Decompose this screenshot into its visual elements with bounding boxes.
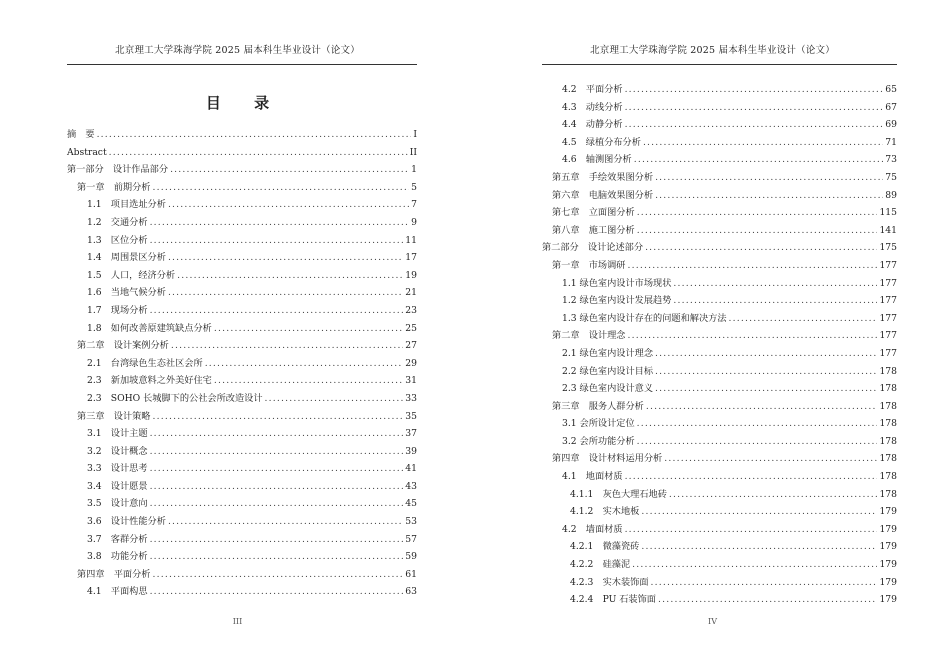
- toc-entry-page: 35: [405, 410, 417, 422]
- toc-entry-page: 179: [879, 541, 897, 553]
- toc-entry[interactable]: [67, 249, 417, 267]
- toc-entry-label: 4.3 动线分析: [562, 101, 623, 113]
- toc-dot-leader: [655, 380, 877, 398]
- toc-entry-label: 4.6 轴测图分析: [562, 154, 632, 166]
- toc-entry-page: 59: [405, 551, 417, 563]
- toc-entry-page: 179: [879, 506, 897, 518]
- toc-entry[interactable]: [542, 345, 897, 363]
- toc-dot-leader: [655, 345, 877, 363]
- toc-dot-leader: [673, 292, 877, 310]
- toc-entry[interactable]: [542, 574, 897, 592]
- toc-dot-leader: [153, 179, 410, 197]
- toc-dot-leader: [97, 126, 412, 144]
- toc-list: [542, 81, 897, 609]
- toc-entry[interactable]: [67, 372, 417, 390]
- toc-entry-page: 75: [885, 171, 897, 183]
- toc-entry-page: 89: [885, 189, 897, 201]
- toc-entry[interactable]: [542, 310, 897, 328]
- toc-entry-page: 27: [405, 340, 417, 352]
- toc-entry-page: 178: [879, 471, 897, 483]
- toc-entry[interactable]: [542, 204, 897, 222]
- toc-entry[interactable]: [67, 196, 417, 214]
- toc-entry[interactable]: [67, 179, 417, 197]
- toc-entry-page: 65: [885, 84, 897, 95]
- toc-entry[interactable]: [542, 222, 897, 240]
- toc-entry-page: 9: [411, 216, 417, 228]
- toc-entry-page: 178: [879, 488, 897, 500]
- toc-entry-page: 179: [879, 559, 897, 571]
- toc-dot-leader: [170, 161, 409, 179]
- toc-entry-label: 4.2.4 PU 石装饰面: [570, 594, 656, 606]
- toc-entry-page: 141: [879, 224, 897, 236]
- toc-dot-leader: [643, 134, 883, 152]
- toc-entry-page: 178: [879, 453, 897, 465]
- toc-dot-leader: [150, 460, 404, 478]
- toc-dot-leader: [637, 433, 878, 451]
- toc-dot-leader: [205, 355, 404, 373]
- toc-entry-label: 3.7 客群分析: [87, 533, 148, 545]
- toc-entry-page: 11: [405, 234, 417, 246]
- toc-dot-leader: [214, 320, 403, 338]
- toc-entry[interactable]: [542, 538, 897, 556]
- toc-dot-leader: [109, 144, 408, 162]
- toc-dot-leader: [641, 538, 877, 556]
- page-number: III: [232, 617, 243, 626]
- toc-entry-label: 4.1.1 灰色大理石地砖: [570, 488, 667, 500]
- toc-entry[interactable]: [542, 99, 897, 117]
- toc-entry[interactable]: [67, 232, 417, 250]
- toc-entry-label: 2.3 绿色室内设计意义: [562, 383, 654, 395]
- toc-entry-page: 177: [879, 330, 897, 342]
- toc-dot-leader: [177, 267, 403, 285]
- toc-entry-label: 第二部分 设计论述部分: [542, 242, 644, 254]
- toc-entry[interactable]: [67, 513, 417, 531]
- toc-dot-leader: [153, 408, 404, 426]
- toc-entry[interactable]: [67, 144, 417, 162]
- toc-entry-page: 179: [879, 523, 897, 535]
- toc-entry-page: 61: [405, 568, 417, 580]
- toc-entry-page: 29: [405, 357, 417, 369]
- toc-entry[interactable]: [67, 478, 417, 496]
- toc-entry[interactable]: [542, 468, 897, 486]
- toc-entry[interactable]: [67, 425, 417, 443]
- toc-entry-label: 第二章 设计案例分析: [77, 340, 169, 352]
- toc-entry-page: 53: [405, 516, 417, 528]
- toc-dot-leader: [628, 327, 878, 345]
- toc-dot-leader: [625, 521, 878, 539]
- toc-entry-label: 2.3 新加坡意料之外美好住宅: [87, 375, 212, 387]
- toc-entry-page: 33: [405, 392, 417, 404]
- toc-entry[interactable]: [67, 390, 417, 408]
- toc-entry-label: 3.4 设计愿景: [87, 480, 148, 492]
- toc-entry-label: 第六章 电脑效果图分析: [552, 189, 654, 201]
- toc-entry[interactable]: [542, 591, 897, 609]
- toc-dot-leader: [664, 450, 877, 468]
- toc-entry-label: 2.2 绿色室内设计目标: [562, 365, 654, 377]
- toc-entry[interactable]: [542, 398, 897, 416]
- toc-entry[interactable]: [542, 363, 897, 381]
- toc-entry-page: 5: [411, 181, 417, 193]
- toc-entry[interactable]: [542, 292, 897, 310]
- toc-entry-label: 1.2 交通分析: [87, 216, 148, 228]
- toc-entry-label: 1.1 绿色室内设计市场现状: [562, 277, 672, 289]
- toc-entry-page: 7: [411, 199, 417, 211]
- toc-entry-label: 4.2.1 微藻瓷砖: [570, 541, 640, 553]
- toc-entry-page: 177: [879, 347, 897, 359]
- toc-entry-page: 23: [405, 304, 417, 316]
- toc-entry[interactable]: [67, 583, 417, 601]
- toc-entry[interactable]: [542, 239, 897, 257]
- toc-dot-leader: [655, 363, 877, 381]
- right-page: [475, 0, 950, 672]
- toc-entry[interactable]: [67, 355, 417, 373]
- toc-entry-label: 4.1 地面材质: [562, 471, 623, 483]
- toc-entry-label: 3.6 设计性能分析: [87, 516, 166, 528]
- toc-dot-leader: [655, 169, 883, 187]
- toc-entry-label: 4.5 绿植分布分析: [562, 136, 641, 148]
- toc-entry-page: 67: [885, 101, 897, 113]
- toc-dot-leader: [669, 486, 878, 504]
- toc-entry-label: 第二章 设计理念: [552, 330, 626, 342]
- toc-entry[interactable]: [67, 566, 417, 584]
- toc-entry-page: 31: [405, 375, 417, 387]
- toc-entry-page: 21: [405, 287, 417, 299]
- toc-entry-page: 177: [879, 277, 897, 289]
- toc-entry-label: 4.2.3 实木装饰面: [570, 576, 649, 588]
- toc-entry-page: 43: [405, 480, 417, 492]
- toc-entry[interactable]: [542, 169, 897, 187]
- toc-dot-leader: [168, 249, 403, 267]
- toc-entry[interactable]: [542, 327, 897, 345]
- toc-dot-leader: [168, 513, 403, 531]
- toc-dot-leader: [637, 415, 878, 433]
- toc-entry-page: II: [409, 146, 417, 158]
- toc-entry[interactable]: [67, 408, 417, 426]
- toc-entry-label: 第一部分 设计作品部分: [67, 164, 169, 176]
- page-number: IV: [708, 617, 717, 626]
- toc-entry-page: 175: [879, 242, 897, 254]
- toc-entry[interactable]: [67, 320, 417, 338]
- toc-entry-label: 第七章 立面图分析: [552, 207, 635, 219]
- toc-dot-leader: [651, 574, 878, 592]
- toc-entry-label: Abstract: [67, 146, 107, 158]
- toc-entry-page: 177: [879, 312, 897, 324]
- toc-entry-page: 177: [879, 295, 897, 307]
- toc-entry[interactable]: [542, 134, 897, 152]
- toc-dot-leader: [637, 204, 878, 222]
- toc-dot-leader: [150, 548, 404, 566]
- toc-entry-page: 37: [405, 428, 417, 440]
- toc-entry-page: 178: [879, 418, 897, 430]
- toc-entry[interactable]: [542, 521, 897, 539]
- toc-dot-leader: [658, 591, 877, 609]
- toc-entry[interactable]: [542, 486, 897, 504]
- toc-dot-leader: [634, 151, 884, 169]
- toc-entry-label: 第五章 手绘效果图分析: [552, 171, 654, 183]
- toc-entry[interactable]: [67, 443, 417, 461]
- toc-entry-label: 第四章 平面分析: [77, 568, 151, 580]
- toc-dot-leader: [150, 425, 404, 443]
- toc-dot-leader: [625, 81, 884, 99]
- toc-dot-leader: [265, 390, 404, 408]
- toc-entry[interactable]: [542, 433, 897, 451]
- toc-entry-label: 4.2.2 硅藻泥: [570, 559, 631, 571]
- toc-entry[interactable]: [67, 495, 417, 513]
- toc-entry-label: 3.2 会所功能分析: [562, 435, 635, 447]
- toc-entry[interactable]: [542, 151, 897, 169]
- toc-dot-leader: [628, 257, 878, 275]
- toc-dot-leader: [646, 398, 878, 416]
- toc-dot-leader: [168, 196, 409, 214]
- toc-entry-label: 第八章 施工图分析: [552, 224, 635, 236]
- toc-entry-label: 第一章 前期分析: [77, 181, 151, 193]
- toc-entry-page: 71: [885, 136, 897, 148]
- toc-dot-leader: [150, 495, 404, 513]
- toc-entry-page: 179: [879, 576, 897, 588]
- toc-entry-page: 115: [879, 207, 897, 219]
- toc-entry-page: 57: [405, 533, 417, 545]
- toc-entry-label: 第三章 设计策略: [77, 410, 151, 422]
- toc-entry[interactable]: [67, 337, 417, 355]
- header-rule: [67, 64, 417, 65]
- toc-dot-leader: [632, 556, 877, 574]
- toc-entry-label: 4.2 平面分析: [562, 84, 623, 95]
- toc-entry-label: 1.2 绿色室内设计发展趋势: [562, 295, 672, 307]
- toc-entry[interactable]: [67, 126, 417, 144]
- toc-dot-leader: [729, 310, 878, 328]
- toc-entry[interactable]: [67, 284, 417, 302]
- toc-entry-label: 1.5 人口，经济分析: [87, 269, 176, 281]
- toc-entry-label: 第一章 市场调研: [552, 259, 626, 271]
- toc-entry-page: 178: [879, 383, 897, 395]
- toc-entry[interactable]: [542, 380, 897, 398]
- toc-entry-page: 63: [405, 586, 417, 598]
- toc-dot-leader: [150, 531, 404, 549]
- toc-dot-leader: [150, 232, 404, 250]
- toc-dot-leader: [168, 284, 403, 302]
- toc-entry[interactable]: [67, 302, 417, 320]
- toc-entry-label: 4.1.2 实木地板: [570, 506, 640, 518]
- toc-entry[interactable]: [67, 214, 417, 232]
- toc-dot-leader: [637, 222, 878, 240]
- toc-entry-label: 2.1 绿色室内设计理念: [562, 347, 654, 359]
- toc-entry[interactable]: [67, 548, 417, 566]
- toc-entry[interactable]: [542, 187, 897, 205]
- toc-entry[interactable]: [542, 275, 897, 293]
- page-header: 北京理工大学珠海学院 2025 届本科生毕业设计（论文）: [590, 45, 835, 56]
- toc-entry-page: 178: [879, 435, 897, 447]
- toc-dot-leader: [625, 468, 878, 486]
- toc-entry[interactable]: [542, 556, 897, 574]
- toc-entry[interactable]: [542, 116, 897, 134]
- toc-entry-label: 1.4 周围景区分析: [87, 252, 166, 264]
- toc-entry-label: 摘 要: [67, 129, 95, 140]
- toc-entry-label: 1.7 现场分析: [87, 304, 148, 316]
- toc-dot-leader: [214, 372, 403, 390]
- toc-entry[interactable]: [67, 267, 417, 285]
- toc-dot-leader: [153, 566, 404, 584]
- toc-entry-page: 1: [411, 164, 417, 176]
- toc-entry-label: 1.3 区位分析: [87, 234, 148, 246]
- toc-entry-label: 3.1 会所设计定位: [562, 418, 635, 430]
- toc-entry-label: 第四章 设计材料运用分析: [552, 453, 663, 465]
- toc-entry-label: 3.2 设计概念: [87, 445, 148, 457]
- toc-entry-page: 41: [405, 463, 417, 475]
- toc-entry-label: 4.1 平面构思: [87, 586, 148, 598]
- toc-dot-leader: [641, 503, 877, 521]
- toc-entry[interactable]: [542, 450, 897, 468]
- toc-entry-label: 3.5 设计意向: [87, 498, 148, 510]
- toc-dot-leader: [655, 187, 883, 205]
- toc-entry-label: 4.2 墙面材质: [562, 523, 623, 535]
- toc-dot-leader: [673, 275, 877, 293]
- toc-entry-page: 69: [885, 119, 897, 131]
- toc-dot-leader: [150, 214, 410, 232]
- toc-dot-leader: [150, 443, 404, 461]
- toc-entry-label: 4.4 动静分析: [562, 119, 623, 131]
- page-header: 北京理工大学珠海学院 2025 届本科生毕业设计（论文）: [115, 45, 360, 56]
- toc-entry[interactable]: [542, 415, 897, 433]
- toc-entry-page: 73: [885, 154, 897, 166]
- toc-entry-page: 17: [405, 252, 417, 264]
- toc-entry-label: 3.8 功能分析: [87, 551, 148, 563]
- toc-entry-page: I: [413, 129, 417, 140]
- toc-list: [67, 126, 417, 601]
- toc-dot-leader: [625, 116, 884, 134]
- header-rule: [542, 64, 897, 65]
- toc-entry-page: 45: [405, 498, 417, 510]
- toc-entry-page: 178: [879, 365, 897, 377]
- toc-dot-leader: [150, 583, 404, 601]
- toc-entry-label: 1.3 绿色室内设计存在的问题和解决方法: [562, 312, 727, 324]
- toc-entry-page: 177: [879, 259, 897, 271]
- toc-entry-label: 2.1 台湾绿色生态社区会所: [87, 357, 203, 369]
- toc-entry[interactable]: [542, 257, 897, 275]
- toc-entry[interactable]: [67, 460, 417, 478]
- toc-entry[interactable]: [542, 503, 897, 521]
- toc-dot-leader: [150, 478, 404, 496]
- toc-entry-label: 3.1 设计主题: [87, 428, 148, 440]
- toc-dot-leader: [625, 99, 884, 117]
- toc-entry-page: 19: [405, 269, 417, 281]
- toc-dot-leader: [645, 239, 877, 257]
- toc-entry[interactable]: [67, 531, 417, 549]
- toc-entry-label: 1.1 项目选址分析: [87, 199, 166, 211]
- toc-entry-label: 1.8 如何改善原建筑缺点分析: [87, 322, 212, 334]
- toc-entry-label: 2.3 SOHO 长城脚下的公社会所改造设计: [87, 392, 263, 404]
- toc-entry[interactable]: [542, 81, 897, 99]
- toc-entry-page: 179: [879, 594, 897, 606]
- toc-entry[interactable]: [67, 161, 417, 179]
- toc-entry-label: 1.6 当地气候分析: [87, 287, 166, 299]
- toc-entry-page: 178: [879, 400, 897, 412]
- toc-entry-label: 第三章 服务人群分析: [552, 400, 644, 412]
- toc-entry-page: 39: [405, 445, 417, 457]
- toc-title: 目 录: [205, 94, 284, 112]
- toc-entry-label: 3.3 设计思考: [87, 463, 148, 475]
- toc-dot-leader: [150, 302, 404, 320]
- toc-dot-leader: [171, 337, 403, 355]
- toc-entry-page: 25: [405, 322, 417, 334]
